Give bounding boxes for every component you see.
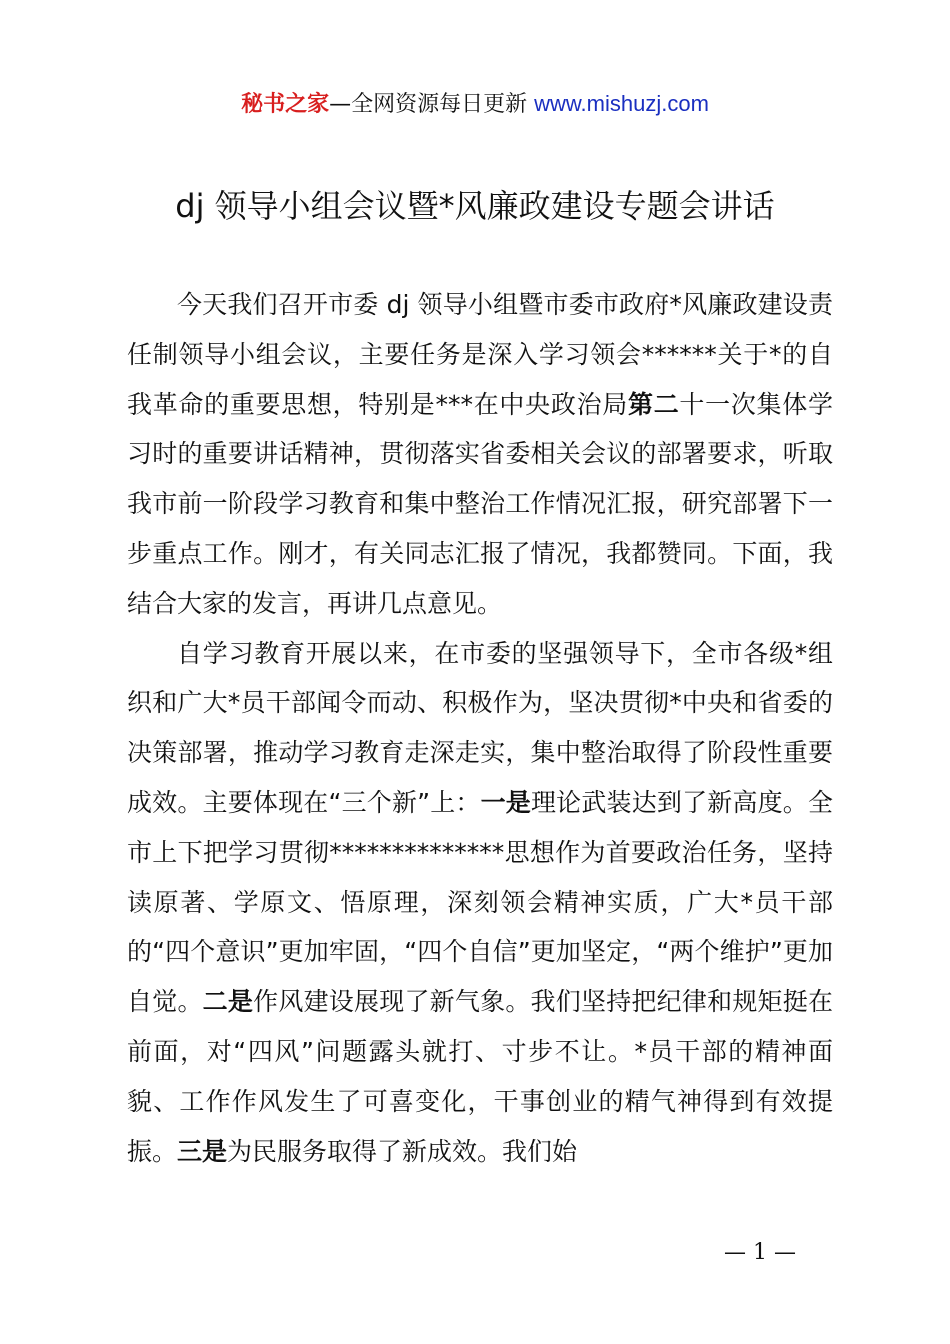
site-tagline: —全网资源每日更新 [329, 92, 535, 117]
paragraph-text: 理论武装达到了新高度。全市上下把学习贯彻**************思想作为首要政治任务，坚持读原著、学原文、悟原理，深刻领会精神实质，广大*员干部的“四个意识”更加牢固，“四个自信”更加坚定，“两个维护”更加自觉。 [127, 787, 833, 1017]
site-name: 秘书之家 [241, 92, 330, 117]
paragraph-text: 自学习教育开展以来，在市委的坚强领导下，全市各级*组织和广大*员干部闻令而动、积极作为，坚决贯彻*中央和省委的决策部署，推动学习教育走深走实，集中整治取得了阶段性重要成效。主要体现在“三个新”上： [127, 638, 833, 817]
paragraph-text: 今天我们召开市委 dj 领导小组暨市委市政府*风廉政建设责任制领导小组会议，主要任务是深入学习领会******关于*的自我革命的重要思想，特别是***在中央政治局 [127, 290, 833, 419]
emphasis-text: 一是 [480, 787, 531, 817]
document-title: dj 领导小组会议暨*风廉政建设专题会讲话 [175, 187, 775, 225]
site-url-link[interactable]: www.mishuzj.com [534, 91, 709, 116]
paragraph-1 [127, 280, 833, 629]
emphasis-text: 二是 [202, 987, 254, 1017]
paragraph-text: 为民服务取得了新成效。我们始 [227, 1136, 578, 1166]
paragraph-2 [127, 629, 833, 1177]
site-header [0, 86, 950, 123]
emphasis-text: 三是 [177, 1136, 228, 1166]
paragraph-text: 作风建设展现了新气象。我们坚持把纪律和规矩挺在前面，对“四风”问题露头就打、寸步不让。*员干部的精神面貌、工作作风发生了可喜变化，干事创业的精气神得到有效提振。 [127, 987, 833, 1166]
document-body [127, 280, 833, 1176]
page-number: — 1 — [724, 1240, 796, 1265]
emphasis-text: 第二 [628, 389, 680, 419]
paragraph-text: 十一次集体学习时的重要讲话精神，贯彻落实省委相关会议的部署要求，听取我市前一阶段学习教育和集中整治工作情况汇报，研究部署下一步重点工作。刚才，有关同志汇报了情况，我都赞同。下面，我结合大家的发言，再讲几点意见。 [127, 389, 833, 618]
